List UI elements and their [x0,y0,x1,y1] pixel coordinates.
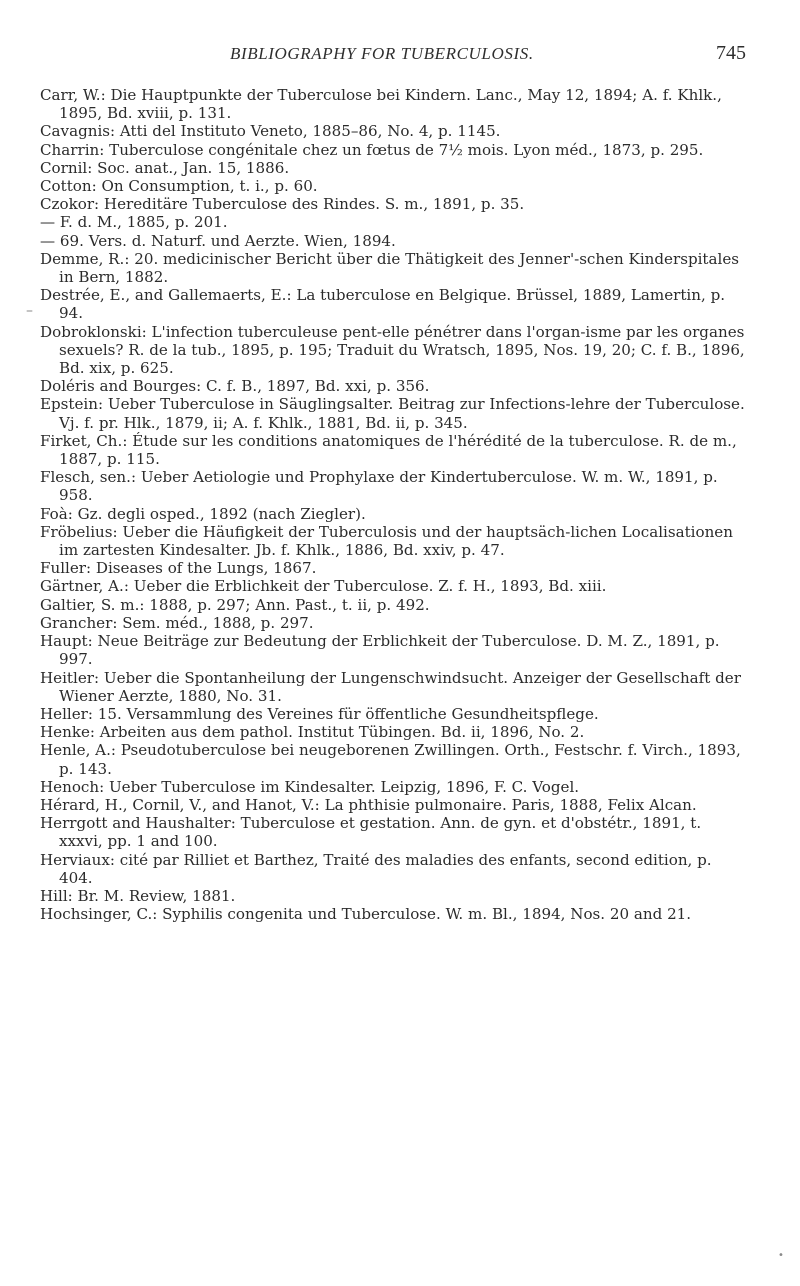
bibliography-entry: Hérard, H., Cornil, V., and Hanot, V.: La phthisie pulmonaire. Paris, 1888, Felix Alcan. [40,795,697,814]
page-number: 745 [716,42,746,64]
bibliography-entry: Cornil: Soc. anat., Jan. 15, 1886. [40,158,290,177]
bibliography-entry: Haupt: Neue Beiträge zur Bedeutung der Erblichkeit der Tuberculose. D. M. Z., 1891, p. 997. [40,632,720,669]
margin-speck-mark: • [778,1250,784,1261]
bibliography-entry: Heitler: Ueber die Spontanheilung der Lungenschwindsucht. Anzeiger der Gesellschaft der Wiener Aerzte, 1880, No. 31. [40,668,741,705]
bibliography-entry: — 69. Vers. d. Naturf. und Aerzte. Wien, 1894. [40,231,396,250]
bibliography-entry: Flesch, sen.: Ueber Aetiologie und Prophylaxe der Kindertuberculose. W. m. W., 1891, p. 958. [40,468,718,505]
bibliography-entry: Heller: 15. Versammlung des Vereines für öffentliche Gesundheitspflege. [40,704,599,723]
bibliography-entry: Cavagnis: Atti del Instituto Veneto, 1885–86, No. 4, p. 1145. [40,122,501,141]
margin-dash-mark: – [26,303,33,319]
bibliography-entry: Epstein: Ueber Tuberculose in Säuglingsalter. Beitrag zur Infections-lehre der Tuberculose. Vj. f. pr. Hlk., 1879, ii; A. f. Khlk., 1881, Bd. ii, p. 345. [40,395,745,432]
bibliography-entry: Foà: Gz. degli osped., 1892 (nach Ziegler). [40,504,366,523]
bibliography-entry: Gärtner, A.: Ueber die Erblichkeit der Tuberculose. Z. f. H., 1893, Bd. xiii. [40,577,607,596]
bibliography-entry: Henoch: Ueber Tuberculose im Kindesalter. Leipzig, 1896, F. C. Vogel. [40,777,580,796]
bibliography-entry: Firket, Ch.: Étude sur les conditions anatomiques de l'hérédité de la tuberculose. R. de m., 1887, p. 115. [40,431,737,469]
bibliography-entry: Henle, A.: Pseudotuberculose bei neugeborenen Zwillingen. Orth., Festschr. f. Virch., 1893, p. 143. [40,741,741,778]
bibliography-entry: Fuller: Diseases of the Lungs, 1867. [40,559,317,578]
running-head: BIBLIOGRAPHY FOR TUBERCULOSIS. [230,44,534,63]
bibliography-entry: Hochsinger, C.: Syphilis congenita und Tuberculose. W. m. Bl., 1894, Nos. 20 and 21. [40,905,692,924]
bibliography-entry: Herviaux: cité par Rilliet et Barthez, Traité des maladies des enfants, second edition, p. 404. [40,850,712,887]
bibliography-entry: Henke: Arbeiten aus dem pathol. Institut Tübingen. Bd. ii, 1896, No. 2. [40,723,585,742]
bibliography-entry: Dobroklonski: L'infection tuberculeuse pent-elle pénétrer dans l'organ-isme par les organes sexuels? R. de la tub., 1895, p. 195; Traduit du Wratsch, 1895, Nos. 19, 20; C. f. B., 1896, Bd. xix, p. 625. [40,322,745,378]
bibliography-entry: Hill: Br. M. Review, 1881. [40,886,236,905]
bibliography-entry: Galtier, S. m.: 1888, p. 297; Ann. Past., t. ii, p. 492. [40,595,430,614]
bibliography-entry: Doléris and Bourges: C. f. B., 1897, Bd. xxi, p. 356. [40,377,430,396]
bibliography-entry: Herrgott and Haushalter: Tuberculose et gestation. Ann. de gyn. et d'obstétr., 1891, t. xxxvi, pp. 1 and 100. [40,814,702,851]
bibliography-entry: Destrée, E., and Gallemaerts, E.: La tuberculose en Belgique. Brüssel, 1889, Lamertin, p. 94. [40,286,726,323]
bibliography-entry: Cotton: On Consumption, t. i., p. 60. [40,177,318,196]
bibliography-list [0,86,800,923]
bibliography-entry: Czokor: Hereditäre Tuberculose des Rindes. S. m., 1891, p. 35. [40,195,525,214]
bibliography-entry: Carr, W.: Die Hauptpunkte der Tuberculose bei Kindern. Lanc., May 12, 1894; A. f. Khlk., 1895, Bd. xviii, p. 131. [40,86,722,123]
bibliography-entry: Charrin: Tuberculose congénitale chez un fœtus de 7½ mois. Lyon méd., 1873, p. 295. [40,140,704,159]
bibliography-entry: Grancher: Sem. méd., 1888, p. 297. [40,613,314,632]
bibliography-entry: Demme, R.: 20. medicinischer Bericht über die Thätigkeit des Jenner'-schen Kinderspitales in Bern, 1882. [40,249,739,287]
bibliography-entry: Fröbelius: Ueber die Häufigkeit der Tuberculosis und der hauptsäch-lichen Localisationen im zartesten Kindesalter. Jb. f. Khlk., 1886, Bd. xxiv, p. 47. [40,522,733,560]
bibliography-entry: — F. d. M., 1885, p. 201. [40,213,228,232]
